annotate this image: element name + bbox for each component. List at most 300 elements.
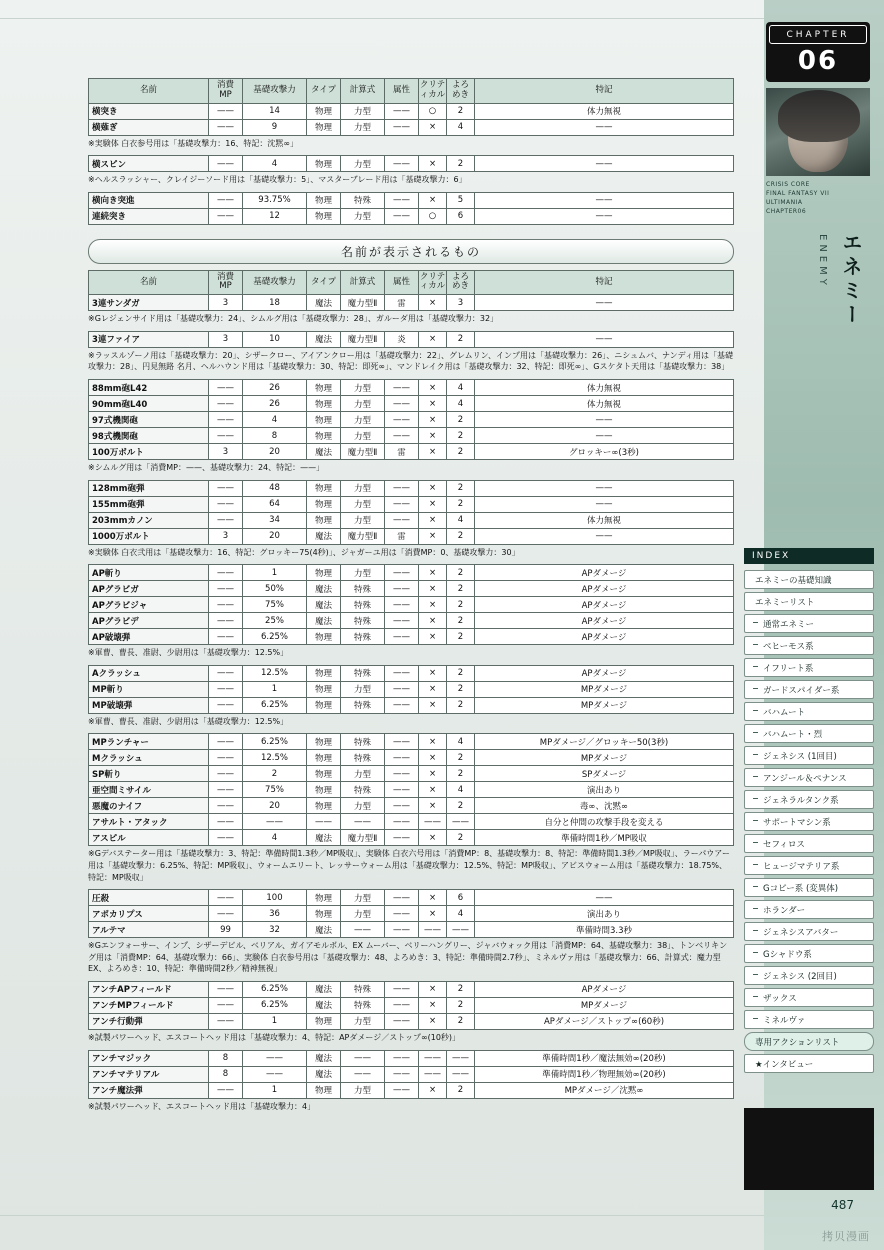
cell-mp: —— bbox=[209, 1013, 243, 1029]
cell-name: アンチAPフィールド bbox=[89, 981, 209, 997]
cell-note: APダメージ／ストップ∞(60秒) bbox=[475, 1013, 734, 1029]
table-row bbox=[89, 665, 734, 681]
index-item-label: ジェネシス (2回目) bbox=[763, 971, 837, 982]
ability-table-group bbox=[88, 981, 734, 1030]
cell-note: MPダメージ bbox=[475, 750, 734, 766]
chapter-number: 06 bbox=[797, 46, 839, 76]
cell-type: —— bbox=[307, 814, 341, 830]
index-item[interactable] bbox=[744, 636, 874, 655]
table-row bbox=[89, 1050, 734, 1066]
cell-stagger: —— bbox=[447, 1066, 475, 1082]
table-row bbox=[89, 814, 734, 830]
cell-atk: 64 bbox=[243, 496, 307, 512]
table-row bbox=[89, 156, 734, 172]
cell-note: —— bbox=[475, 412, 734, 428]
cell-stagger: 2 bbox=[447, 613, 475, 629]
cell-crit: × bbox=[419, 428, 447, 444]
cell-formula: 魔力型Ⅱ bbox=[341, 444, 385, 460]
cell-formula: 魔力型Ⅱ bbox=[341, 331, 385, 347]
cell-formula: 力型 bbox=[341, 412, 385, 428]
table-row bbox=[89, 208, 734, 224]
cell-atk: 4 bbox=[243, 412, 307, 428]
index-item-label: ガードスパイダー系 bbox=[763, 685, 840, 696]
cell-stagger: 6 bbox=[447, 890, 475, 906]
table-row bbox=[89, 890, 734, 906]
table-note: ※実験体 白衣弐用は「基礎攻撃力：16、特記：グロッキー75(4秒)」、ジャガーユ用は「消費MP：0、基礎攻撃力：30」 bbox=[88, 547, 520, 557]
cell-element: —— bbox=[385, 396, 419, 412]
caption-line: FINAL FANTASY VII bbox=[766, 190, 830, 197]
cell-crit: × bbox=[419, 396, 447, 412]
cell-formula: 力型 bbox=[341, 380, 385, 396]
cell-atk: 2 bbox=[243, 766, 307, 782]
cell-note: 自分と仲間の攻撃手段を変える bbox=[475, 814, 734, 830]
cell-note: —— bbox=[475, 331, 734, 347]
cell-mp: —— bbox=[209, 734, 243, 750]
cell-name: 128mm砲弾 bbox=[89, 480, 209, 496]
cell-atk: 75% bbox=[243, 597, 307, 613]
cell-note: MPダメージ／グロッキー50(3秒) bbox=[475, 734, 734, 750]
cell-name: 97式機関砲 bbox=[89, 412, 209, 428]
cell-formula: —— bbox=[341, 1050, 385, 1066]
ability-table-top-3 bbox=[88, 192, 734, 225]
table-note: ※ヘルスラッシャー、クレイジーソード用は「基礎攻撃力：5」、マスターブレード用は「基礎攻撃力：6」 bbox=[88, 175, 467, 185]
cell-type: 物理 bbox=[307, 629, 341, 645]
cell-formula: 特殊 bbox=[341, 734, 385, 750]
index-item-label: アンジール＆ペナンス bbox=[763, 773, 847, 784]
cell-type: 物理 bbox=[307, 496, 341, 512]
cell-name: 横突き bbox=[89, 103, 209, 119]
cell-crit: × bbox=[419, 997, 447, 1013]
cell-type: 物理 bbox=[307, 782, 341, 798]
index-list bbox=[744, 570, 874, 1076]
cell-name: Aクラッシュ bbox=[89, 665, 209, 681]
index-item[interactable] bbox=[744, 922, 874, 941]
caption-line: CRISIS CORE bbox=[766, 181, 810, 188]
cell-element: —— bbox=[385, 119, 419, 135]
table-row bbox=[89, 750, 734, 766]
cell-mp: —— bbox=[209, 750, 243, 766]
cell-stagger: 2 bbox=[447, 798, 475, 814]
cell-element: —— bbox=[385, 734, 419, 750]
ability-table-group bbox=[88, 733, 734, 846]
cell-element: 雷 bbox=[385, 528, 419, 544]
cell-mp: —— bbox=[209, 380, 243, 396]
cell-stagger: 4 bbox=[447, 119, 475, 135]
cell-crit: × bbox=[419, 1013, 447, 1029]
table-row bbox=[89, 512, 734, 528]
cell-element: —— bbox=[385, 798, 419, 814]
cell-atk: 34 bbox=[243, 512, 307, 528]
cell-stagger: 4 bbox=[447, 396, 475, 412]
cell-formula: —— bbox=[341, 1066, 385, 1082]
cell-mp: —— bbox=[209, 697, 243, 713]
table-row bbox=[89, 798, 734, 814]
cell-formula: 特殊 bbox=[341, 629, 385, 645]
cell-mp: —— bbox=[209, 890, 243, 906]
cell-crit: × bbox=[419, 629, 447, 645]
cell-formula: 特殊 bbox=[341, 597, 385, 613]
cell-formula: 力型 bbox=[341, 890, 385, 906]
cell-type: 物理 bbox=[307, 1082, 341, 1098]
table-row bbox=[89, 428, 734, 444]
cell-element: —— bbox=[385, 1050, 419, 1066]
cell-stagger: 2 bbox=[447, 103, 475, 119]
cell-type: 物理 bbox=[307, 428, 341, 444]
cell-mp: —— bbox=[209, 208, 243, 224]
chapter-portrait-image bbox=[766, 88, 870, 176]
index-item[interactable] bbox=[744, 856, 874, 875]
cell-name: 横薙ぎ bbox=[89, 119, 209, 135]
cell-element: —— bbox=[385, 830, 419, 846]
table-top-body-3 bbox=[89, 192, 734, 224]
index-item-label: バハムート bbox=[763, 707, 806, 718]
cell-crit: ○ bbox=[419, 103, 447, 119]
chapter-label: CHAPTER bbox=[769, 25, 867, 44]
cell-atk: —— bbox=[243, 1066, 307, 1082]
cell-type: 魔法 bbox=[307, 1050, 341, 1066]
cell-type: 魔法 bbox=[307, 444, 341, 460]
index-item[interactable] bbox=[744, 658, 874, 677]
cell-name: APグラビデ bbox=[89, 613, 209, 629]
cell-atk: —— bbox=[243, 1050, 307, 1066]
col-crit: クリテ ィカル bbox=[419, 79, 447, 104]
cell-stagger: 2 bbox=[447, 428, 475, 444]
index-item[interactable] bbox=[744, 790, 874, 809]
table-row bbox=[89, 830, 734, 846]
index-item[interactable] bbox=[744, 966, 874, 985]
cell-crit: × bbox=[419, 528, 447, 544]
cell-name: アンチMPフィールド bbox=[89, 997, 209, 1013]
cell-atk: 1 bbox=[243, 565, 307, 581]
index-item-label: セフィロス bbox=[763, 839, 805, 850]
cell-type: 物理 bbox=[307, 412, 341, 428]
table-header-row bbox=[89, 79, 734, 104]
col-element: 属性 bbox=[385, 270, 419, 295]
cell-stagger: 2 bbox=[447, 1013, 475, 1029]
cell-crit: × bbox=[419, 295, 447, 311]
cell-element: 雷 bbox=[385, 444, 419, 460]
cell-element: —— bbox=[385, 428, 419, 444]
ability-table-group bbox=[88, 665, 734, 714]
table-note: ※Gエンフォーサー、インプ、シザーデビル、ベリアル、ガイアモルボル、EX ムーバー、ベリーハングリー、ジャバウォック用は「消費MP：64、基礎攻撃力：38」、トンベリキング用は「消費MP：64、基礎攻撃力：66」、実験体 白衣参号用は「基礎攻撃力：48、よろめき：3、特記：準備時間2.7秒」、ミネルヴァ用は「基礎攻撃力：66、計算式：魔力型EX、よろめき：10、特記：準備時間2秒／精神無視」 bbox=[88, 941, 728, 974]
cell-mp: —— bbox=[209, 613, 243, 629]
index-item[interactable] bbox=[744, 746, 874, 765]
index-item[interactable] bbox=[744, 834, 874, 853]
table-row bbox=[89, 496, 734, 512]
cell-crit: × bbox=[419, 798, 447, 814]
cell-formula: 魔力型Ⅱ bbox=[341, 295, 385, 311]
cell-name: SP斬り bbox=[89, 766, 209, 782]
cell-type: 魔法 bbox=[307, 597, 341, 613]
index-item[interactable] bbox=[744, 680, 874, 699]
cell-formula: 力型 bbox=[341, 103, 385, 119]
cell-crit: × bbox=[419, 597, 447, 613]
cell-stagger: 2 bbox=[447, 156, 475, 172]
table-row bbox=[89, 997, 734, 1013]
watermark: 拷贝漫画 bbox=[822, 1230, 870, 1243]
cell-name: 100万ボルト bbox=[89, 444, 209, 460]
col-formula: 計算式 bbox=[341, 270, 385, 295]
index-item[interactable] bbox=[744, 878, 874, 897]
cell-note: 準備時間1秒／物理無効∞(20秒) bbox=[475, 1066, 734, 1082]
index-item-label: 通常エネミー bbox=[763, 619, 815, 630]
index-item[interactable] bbox=[744, 988, 874, 1007]
cell-mp: —— bbox=[209, 396, 243, 412]
cell-mp: —— bbox=[209, 597, 243, 613]
table-top-body-2 bbox=[89, 156, 734, 172]
cell-atk: 20 bbox=[243, 444, 307, 460]
cell-type: 物理 bbox=[307, 119, 341, 135]
index-item[interactable] bbox=[744, 812, 874, 831]
cell-crit: —— bbox=[419, 1050, 447, 1066]
col-atk: 基礎攻撃力 bbox=[243, 270, 307, 295]
cell-element: —— bbox=[385, 629, 419, 645]
chapter-badge bbox=[766, 22, 870, 82]
index-item-label: 専用アクションリスト bbox=[755, 1037, 840, 1048]
cell-crit: × bbox=[419, 830, 447, 846]
cell-name: アスピル bbox=[89, 830, 209, 846]
ability-table-top-2 bbox=[88, 155, 734, 172]
cell-crit: × bbox=[419, 496, 447, 512]
cell-element: —— bbox=[385, 997, 419, 1013]
cell-type: 魔法 bbox=[307, 613, 341, 629]
cell-stagger: 2 bbox=[447, 981, 475, 997]
cell-atk: 1 bbox=[243, 681, 307, 697]
cell-mp: —— bbox=[209, 480, 243, 496]
table-row bbox=[89, 480, 734, 496]
cell-formula: —— bbox=[341, 922, 385, 938]
cell-formula: 特殊 bbox=[341, 581, 385, 597]
cell-stagger: 2 bbox=[447, 766, 475, 782]
table-row bbox=[89, 766, 734, 782]
table-note: ※軍曹、曹長、准尉、少尉用は「基礎攻撃力：12.5%」 bbox=[88, 716, 289, 726]
cell-stagger: 2 bbox=[447, 528, 475, 544]
index-item-label: ジェネシス (1回目) bbox=[763, 751, 837, 762]
cell-note: —— bbox=[475, 208, 734, 224]
cell-stagger: 4 bbox=[447, 906, 475, 922]
col-element: 属性 bbox=[385, 79, 419, 104]
right-rail bbox=[734, 0, 884, 1250]
index-item[interactable] bbox=[744, 724, 874, 743]
cell-type: 物理 bbox=[307, 798, 341, 814]
cell-atk: 12.5% bbox=[243, 750, 307, 766]
cell-mp: —— bbox=[209, 629, 243, 645]
cell-stagger: 2 bbox=[447, 750, 475, 766]
cell-element: —— bbox=[385, 681, 419, 697]
cell-crit: × bbox=[419, 581, 447, 597]
cell-atk: 25% bbox=[243, 613, 307, 629]
cell-mp: —— bbox=[209, 496, 243, 512]
table-row bbox=[89, 922, 734, 938]
cell-stagger: 6 bbox=[447, 208, 475, 224]
cell-atk: 6.25% bbox=[243, 734, 307, 750]
cell-mp: —— bbox=[209, 512, 243, 528]
cell-atk: 6.25% bbox=[243, 981, 307, 997]
cell-formula: 力型 bbox=[341, 208, 385, 224]
cell-atk: 12 bbox=[243, 208, 307, 224]
cell-note: 準備時間3.3秒 bbox=[475, 922, 734, 938]
cell-formula: 力型 bbox=[341, 798, 385, 814]
cell-formula: 力型 bbox=[341, 119, 385, 135]
cell-mp: —— bbox=[209, 814, 243, 830]
cell-type: 魔法 bbox=[307, 981, 341, 997]
cell-note: —— bbox=[475, 192, 734, 208]
cell-name: MP破壊弾 bbox=[89, 697, 209, 713]
ability-table-top bbox=[88, 78, 734, 136]
cell-name: 横向き突進 bbox=[89, 192, 209, 208]
table-row bbox=[89, 597, 734, 613]
index-item[interactable] bbox=[744, 1032, 874, 1051]
ability-table-group bbox=[88, 379, 734, 460]
cell-name: MP斬り bbox=[89, 681, 209, 697]
cell-stagger: 2 bbox=[447, 997, 475, 1013]
cell-atk: 20 bbox=[243, 528, 307, 544]
table-row bbox=[89, 613, 734, 629]
cell-element: 雷 bbox=[385, 295, 419, 311]
caption-line: ULTIMANIA bbox=[766, 199, 803, 206]
index-item[interactable] bbox=[744, 592, 874, 611]
index-item[interactable] bbox=[744, 1054, 874, 1073]
table-row bbox=[89, 581, 734, 597]
table-row bbox=[89, 331, 734, 347]
cell-formula: 力型 bbox=[341, 1013, 385, 1029]
cell-note: 準備時間1秒／魔法無効∞(20秒) bbox=[475, 1050, 734, 1066]
cell-element: —— bbox=[385, 613, 419, 629]
col-mp: 消費 MP bbox=[209, 79, 243, 104]
cell-mp: —— bbox=[209, 906, 243, 922]
chapter-vertical-subtitle: ENEMY bbox=[817, 234, 828, 289]
index-item[interactable] bbox=[744, 702, 874, 721]
cell-stagger: 2 bbox=[447, 597, 475, 613]
col-formula: 計算式 bbox=[341, 79, 385, 104]
chapter-vertical-title: エネミー bbox=[839, 232, 863, 328]
cell-formula: 特殊 bbox=[341, 981, 385, 997]
cell-atk: 20 bbox=[243, 798, 307, 814]
index-item[interactable] bbox=[744, 768, 874, 787]
table-top-body-1 bbox=[89, 103, 734, 135]
index-item[interactable] bbox=[744, 900, 874, 919]
cell-mp: —— bbox=[209, 565, 243, 581]
decorative-black-block bbox=[744, 1108, 874, 1190]
table-row bbox=[89, 629, 734, 645]
index-item[interactable] bbox=[744, 614, 874, 633]
portrait-hair bbox=[778, 90, 860, 142]
table-row bbox=[89, 528, 734, 544]
cell-stagger: 3 bbox=[447, 295, 475, 311]
cell-mp: —— bbox=[209, 766, 243, 782]
table-row bbox=[89, 380, 734, 396]
cell-mp: 99 bbox=[209, 922, 243, 938]
cell-element: —— bbox=[385, 750, 419, 766]
cell-note: APダメージ bbox=[475, 981, 734, 997]
cell-type: 物理 bbox=[307, 750, 341, 766]
col-note: 特記 bbox=[475, 270, 734, 295]
cell-type: 魔法 bbox=[307, 295, 341, 311]
cell-crit: —— bbox=[419, 1066, 447, 1082]
cell-name: アサルト・アタック bbox=[89, 814, 209, 830]
col-crit: クリテ ィカル bbox=[419, 270, 447, 295]
cell-element: —— bbox=[385, 103, 419, 119]
cell-formula: 力型 bbox=[341, 156, 385, 172]
cell-name: AP斬り bbox=[89, 565, 209, 581]
cell-crit: × bbox=[419, 156, 447, 172]
cell-note: 毒∞、沈黙∞ bbox=[475, 798, 734, 814]
index-item[interactable] bbox=[744, 1010, 874, 1029]
table-row bbox=[89, 103, 734, 119]
cell-crit: × bbox=[419, 565, 447, 581]
index-item-label: イフリート系 bbox=[763, 663, 814, 674]
cell-crit: × bbox=[419, 750, 447, 766]
col-stagger: よろ めき bbox=[447, 270, 475, 295]
cell-element: —— bbox=[385, 814, 419, 830]
cell-mp: 3 bbox=[209, 528, 243, 544]
cell-note: APダメージ bbox=[475, 581, 734, 597]
cell-name: 連続突き bbox=[89, 208, 209, 224]
table-row bbox=[89, 412, 734, 428]
col-atk: 基礎攻撃力 bbox=[243, 79, 307, 104]
cell-note: SPダメージ bbox=[475, 766, 734, 782]
cell-crit: × bbox=[419, 380, 447, 396]
table-note: ※試製パワーヘッド、エスコートヘッド用は「基礎攻撃力：4、特記：APダメージ／ストップ∞(10秒)」 bbox=[88, 1032, 461, 1042]
cell-type: 物理 bbox=[307, 681, 341, 697]
cell-element: —— bbox=[385, 480, 419, 496]
cell-note: MPダメージ bbox=[475, 997, 734, 1013]
cell-note: MPダメージ bbox=[475, 681, 734, 697]
cell-formula: 力型 bbox=[341, 496, 385, 512]
cell-mp: —— bbox=[209, 798, 243, 814]
ability-table-group bbox=[88, 564, 734, 645]
cell-stagger: 2 bbox=[447, 830, 475, 846]
index-item[interactable] bbox=[744, 570, 874, 589]
cell-atk: 6.25% bbox=[243, 697, 307, 713]
cell-element: —— bbox=[385, 766, 419, 782]
table-row bbox=[89, 981, 734, 997]
table-row bbox=[89, 782, 734, 798]
cell-crit: × bbox=[419, 480, 447, 496]
cell-name: 横スピン bbox=[89, 156, 209, 172]
table-note: ※ラッスルゾーノ用は「基礎攻撃力：20」、シザークロー、アイアンクロー用は「基礎攻撃力：22」、グレムリン、インプ用は「基礎攻撃力：26」、ニシュムバ、ナンディ用は「基礎攻撃力：28」、円見無路 名月、ヘルハウンド用は「基礎攻撃力：30、特記：即死∞」、マンドレイク用は「基礎攻撃力：32、特記：即死∞」、Gスケタト天用は「基礎攻撃力：38」 bbox=[88, 350, 733, 372]
cell-note: 体力無視 bbox=[475, 512, 734, 528]
cell-atk: 93.75% bbox=[243, 192, 307, 208]
cell-mp: —— bbox=[209, 192, 243, 208]
cell-element: —— bbox=[385, 192, 419, 208]
cell-mp: —— bbox=[209, 156, 243, 172]
cell-type: 魔法 bbox=[307, 1066, 341, 1082]
cell-crit: —— bbox=[419, 922, 447, 938]
cell-stagger: 2 bbox=[447, 697, 475, 713]
table-row bbox=[89, 444, 734, 460]
cell-note: 体力無視 bbox=[475, 103, 734, 119]
index-item-label: サポートマシン系 bbox=[763, 817, 831, 828]
cell-element: —— bbox=[385, 697, 419, 713]
cell-atk: 8 bbox=[243, 428, 307, 444]
cell-name: 圧殺 bbox=[89, 890, 209, 906]
cell-element: —— bbox=[385, 1066, 419, 1082]
index-item[interactable] bbox=[744, 944, 874, 963]
cell-element: —— bbox=[385, 565, 419, 581]
cell-element: —— bbox=[385, 581, 419, 597]
cell-formula: 魔力型Ⅱ bbox=[341, 528, 385, 544]
col-stagger: よろ めき bbox=[447, 79, 475, 104]
cell-stagger: 2 bbox=[447, 681, 475, 697]
cell-name: 98式機関砲 bbox=[89, 428, 209, 444]
cell-type: 物理 bbox=[307, 890, 341, 906]
index-item-label: ジェネラルタンク系 bbox=[763, 795, 839, 806]
cell-mp: —— bbox=[209, 581, 243, 597]
cell-note: 準備時間1秒／MP吸収 bbox=[475, 830, 734, 846]
index-header: INDEX bbox=[744, 548, 874, 564]
cell-formula: 魔力型Ⅱ bbox=[341, 830, 385, 846]
